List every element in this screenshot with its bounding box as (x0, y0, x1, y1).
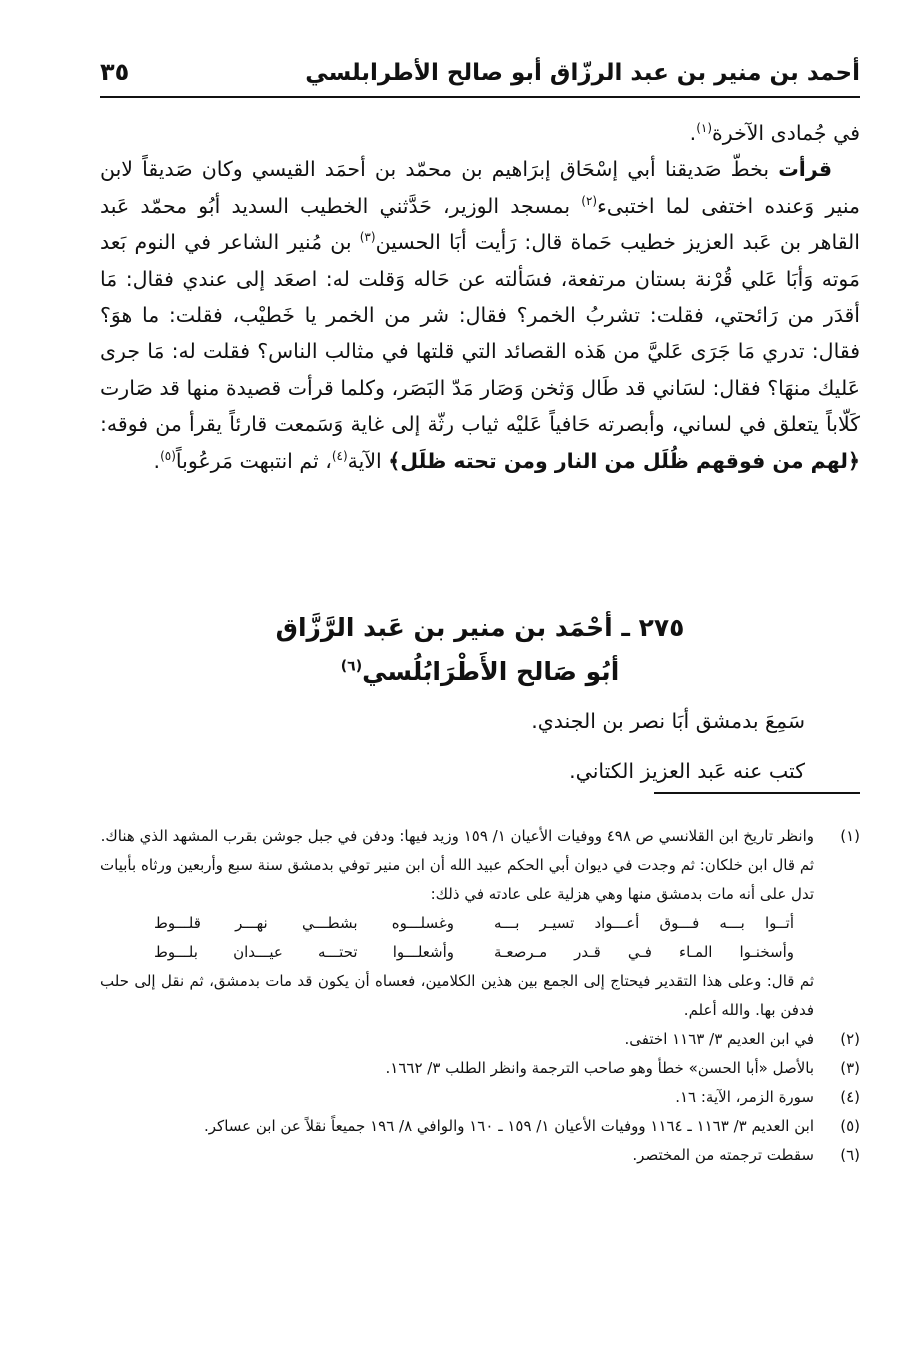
footnote-number: (١) (840, 827, 860, 845)
footnote-text: بالأصل «أبا الحسن» خطأ وهو صاحب الترجمة وانظر الطلب ٣/ ١٦٦٢. (385, 1059, 814, 1077)
footnote-ref: (٤) (331, 448, 348, 463)
poem-verse (154, 909, 794, 938)
footnote-number: (٦) (840, 1146, 860, 1164)
poem-hemistich: وأشعلـــوا تحتـــه عيـــدان بلـــوط (154, 943, 454, 961)
footnote-ref: (٦) (340, 658, 363, 675)
footnote-ref: (٣) (359, 230, 376, 245)
footnote-number: (٥) (840, 1117, 860, 1135)
entry-heading-line-2 (100, 650, 860, 694)
paragraph-2 (100, 151, 860, 479)
footnote-number: (٤) (840, 1088, 860, 1106)
entry-text (100, 696, 860, 796)
footnote-1-continuation: ثم قال: وعلى هذا التقدير فيحتاج إلى الجمع بين هذين الكلامين، فعساه أن يكون قد مات بدمشق، ثم نقل إلى حلب فدفن بها. والله أعلم. (100, 972, 814, 1019)
entry-heading-name: أبُو صَالح الأَطْرَابُلُسي (362, 657, 620, 686)
footnote-1 (100, 822, 860, 851)
footnote-1-continuation: ثم قال ابن خلكان: ثم وجدت في ديوان أبي الحكم عبيد الله أن ابن منير توفي بدمشق سنة سبع وأربعين ورثاه بأبيات تدل على أنه مات بدمشق منها وهي هزلية على عادته في ذلك: (100, 856, 814, 903)
footnotes (100, 822, 860, 1170)
paragraph-2-part: بن مُنير الشاعر في النوم بَعد مَوته وَأبَا عَلي قُرْنة بستان مرتفعة، فسَألته عن حَاله وَقلت له: اصعَد إلى عندي فقال: مَا أقدَر من رَائحتي، فقلت: تشربُ الخمر؟ فقال: شر من الخمر يا خَطيْب، فقلت: ما هوَ؟ فقال: تدري مَا جَرَى عَليَّ من هَذه القصائد التي قلتها في مثالب الناس؟ فقلت له: مَا جرى عَليك منهَا؟ فقال: لسَاني قد طَال وَثخن وَصَار مَدّ البَصَر، وكلما قرأت قصيدة منها قد صَارت كَلّاباً يتعلق في لساني، وأبصرته حَافياً عَليْه ثياب رثّة إلى غاية وَسَمعت قارئاً يقرأ من فوقه: (100, 230, 860, 437)
paragraph-2-lead: قرأت (778, 157, 832, 182)
paragraph-2-part: ، ثم انتبهت مَرعُوباً (175, 448, 332, 473)
footnote-2 (100, 1025, 860, 1054)
poem-hemistich: أتــوا بـــه فـــوق أعـــواد تسيـر بـــه (494, 914, 794, 932)
poem (154, 909, 840, 967)
footnote-ref: (٥) (160, 448, 176, 463)
poem-hemistich: وأسخنـوا المـاء فـي قـدر مـرصعـة (494, 943, 794, 961)
entry-heading (100, 606, 860, 694)
footnote-text: وانظر تاريخ ابن القلانسي ص ٤٩٨ ووفيات الأعيان ١/ ١٥٩ وزيد فيها: ودفن في جبل جوشن بقرب المشهد الذي هناك. (100, 827, 814, 845)
paragraph-2-end: . (153, 448, 161, 473)
footnote-5 (100, 1112, 860, 1141)
paragraph-1-end: . (689, 121, 697, 145)
footnote-number: (٣) (840, 1059, 860, 1077)
poem-verse (154, 938, 794, 967)
paragraph-2-part: بمسجد الوزير، حَدَّثني الخطيب السديد أبُو محمّد عَبد القاهر بن عَبد العزيز خطيب حَماة قال: رَأيت أبَا الحسين (100, 193, 861, 255)
footnote-text: ابن العديم ٣/ ١١٦٣ ـ ١١٦٤ ووفيات الأعيان ١/ ١٥٩ ـ ١٦٠ والوافي ٨/ ١٩٦ جميعاً نقلاً عن ابن عساكر. (204, 1117, 814, 1135)
paragraph-1-text: في جُمادى الآخرة (712, 121, 860, 145)
paragraph-2-part: الآية (347, 448, 389, 473)
footnote-ref: (١) (696, 121, 713, 136)
quran-verse: ﴿لهم من فوقهم ظُلَل من النار ومن تحته ظلَل﴾ (388, 448, 860, 473)
footnote-6 (100, 1141, 860, 1170)
paragraph-1 (100, 115, 860, 151)
footnote-text: سقطت ترجمته من المختصر. (632, 1146, 814, 1164)
entry-line-2: كتب عنه عَبد العزيز الكتاني. (569, 759, 805, 783)
header-title: أحمد بن منير بن عبد الرزّاق أبو صالح الأطرابلسي (305, 60, 860, 86)
footnote-ref: (٢) (581, 193, 598, 208)
footnote-number: (٢) (840, 1030, 860, 1048)
footnote-3 (100, 1054, 860, 1083)
footnote-text: في ابن العديم ٣/ ١١٦٣ اختفى. (624, 1030, 814, 1048)
entry-line-1: سَمِعَ بدمشق أبَا نصر بن الجندي. (531, 709, 805, 733)
running-header (100, 56, 860, 98)
entry-heading-line-1: ٢٧٥ ـ أحْمَد بن منير بن عَبد الرَّزَّاق (275, 613, 685, 642)
paragraph-2-part: بخطّ صَديقنا أبي إسْحَاق إبرَاهيم بن محمّد بن أحمَد القيسي وكان صَديقاً لابن منير وَعنده اختفى لما اختبىء (100, 157, 860, 218)
poem-hemistich: وغسلـــوه بشطـــي نهـــر قلـــوط (154, 914, 454, 932)
footnote-4 (100, 1083, 860, 1112)
page-number: ٣٥ (100, 58, 130, 86)
body-text (100, 115, 860, 479)
footnote-text: سورة الزمر، الآية: ١٦. (675, 1088, 814, 1106)
footnote-divider (654, 792, 860, 794)
